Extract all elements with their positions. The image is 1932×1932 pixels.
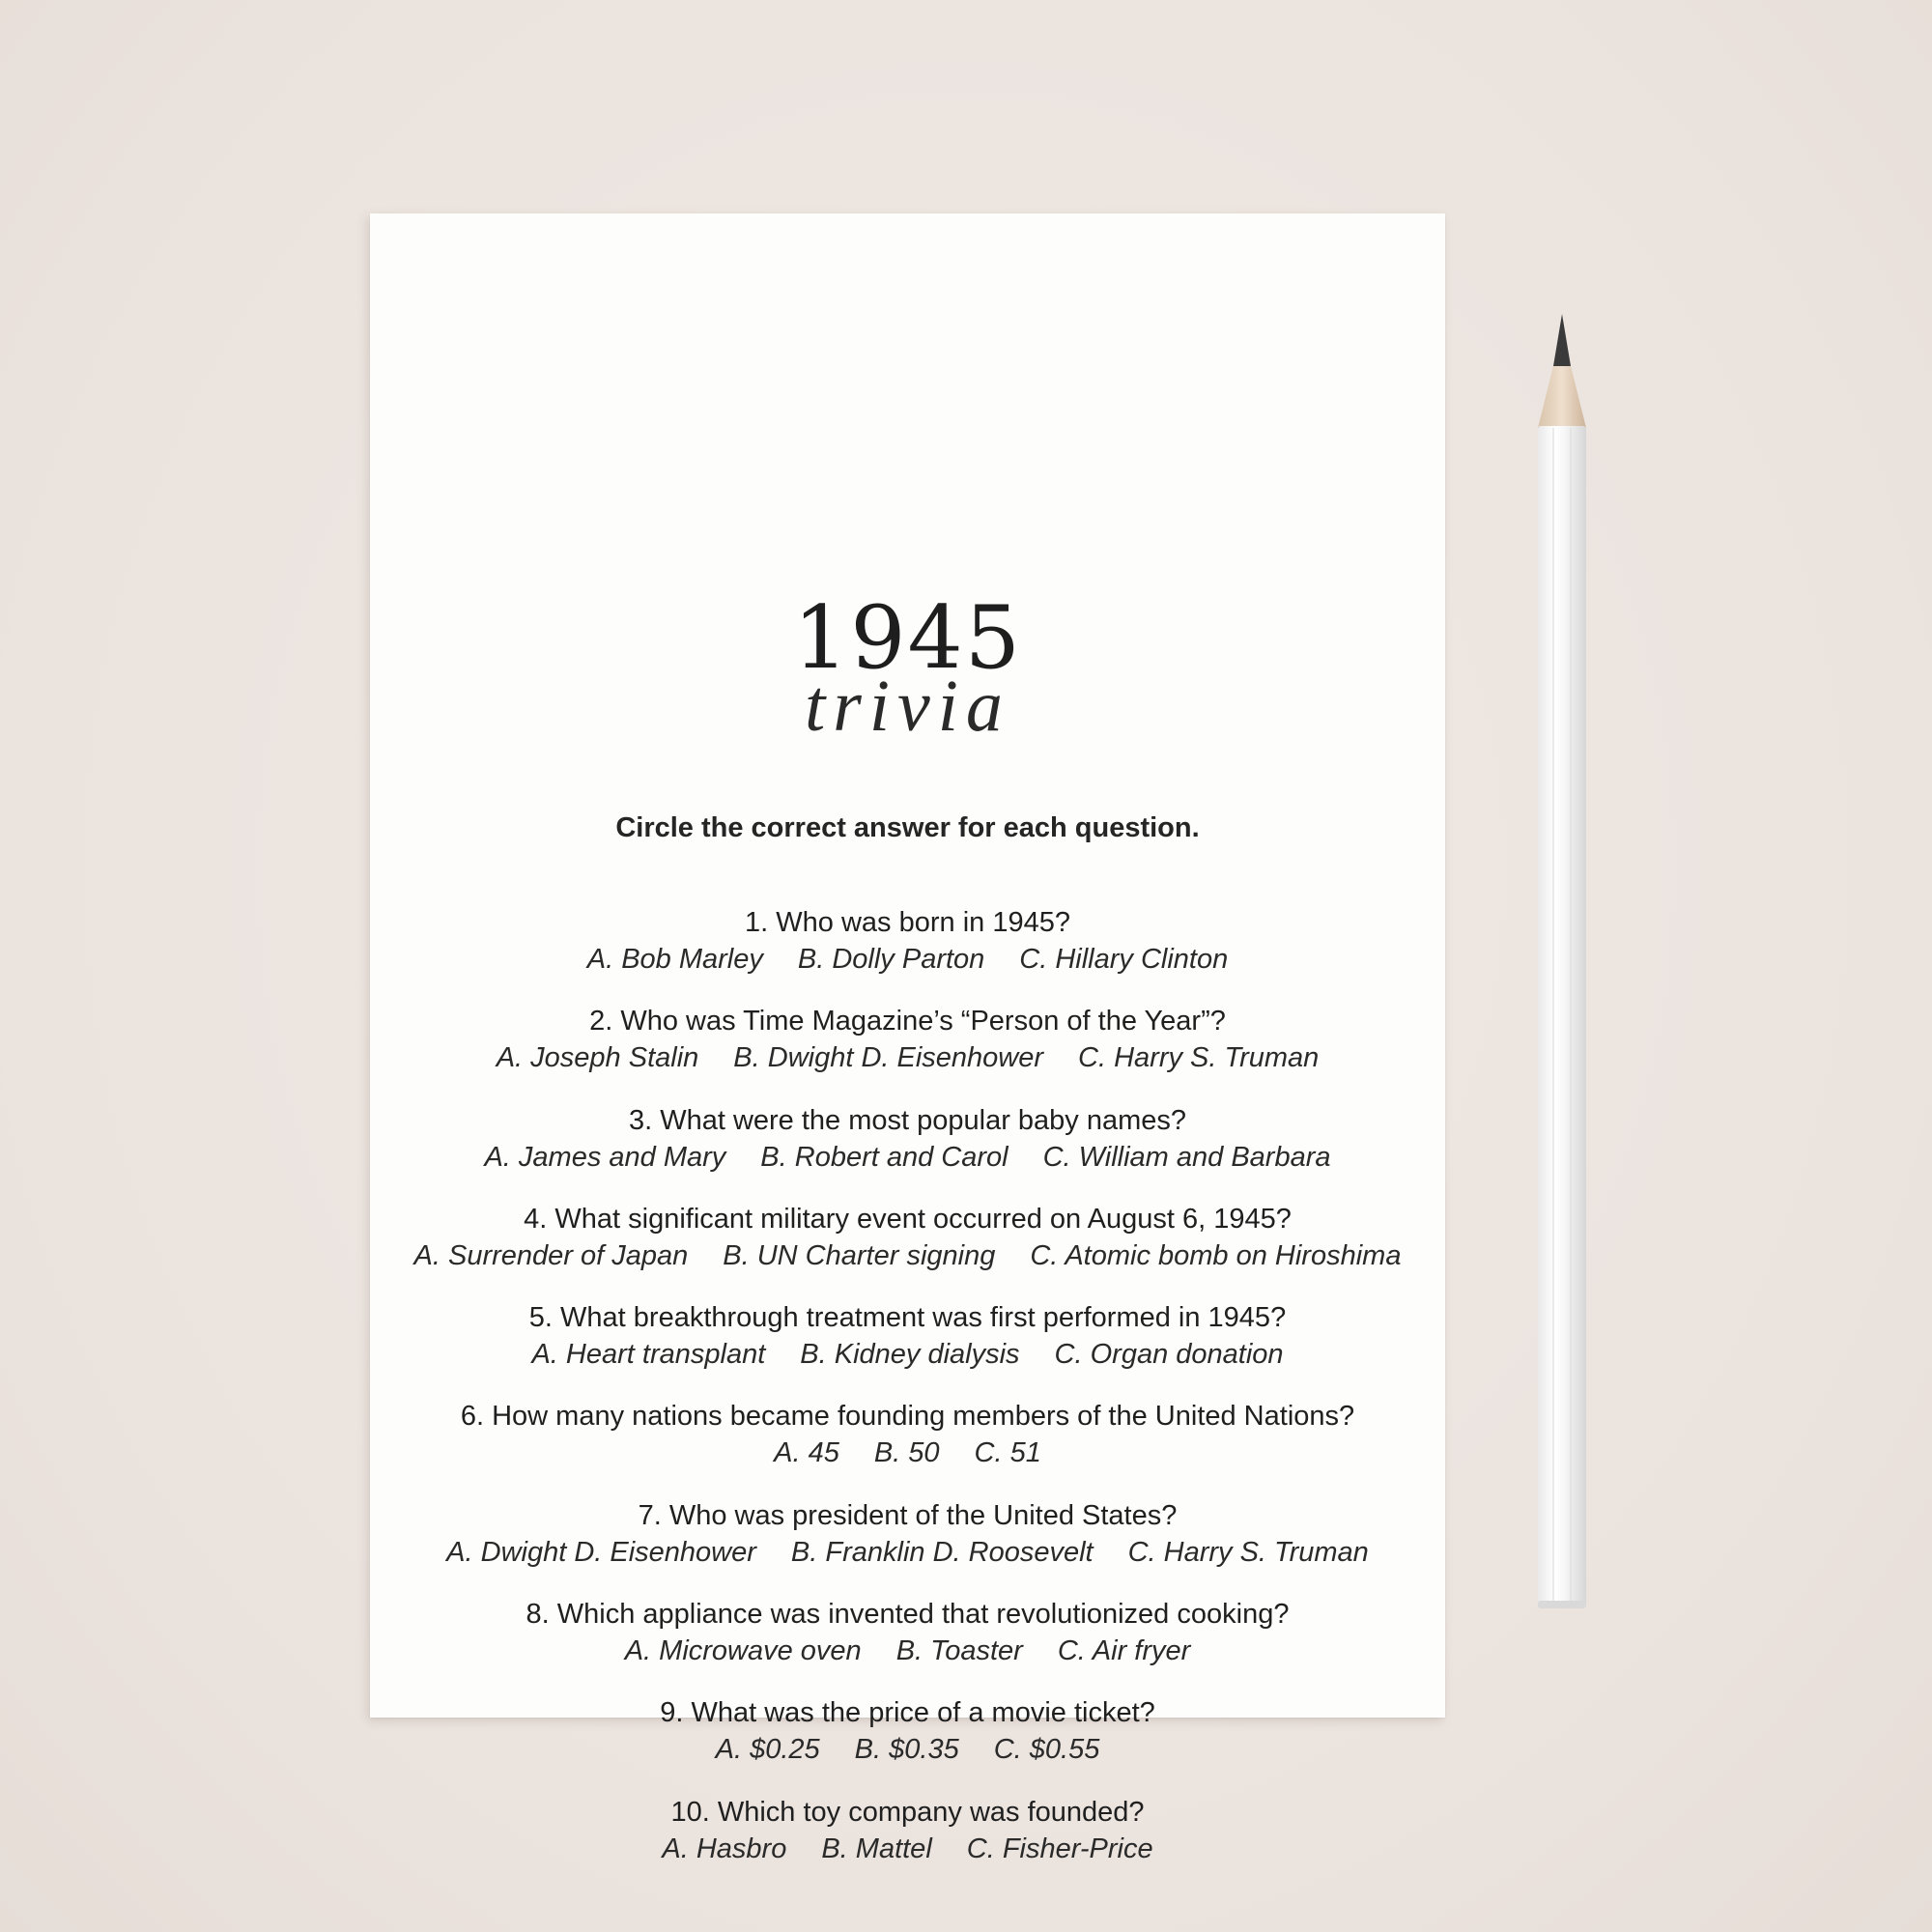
answer-option-b: B. UN Charter signing: [723, 1239, 996, 1271]
answer-option-a: A. James and Mary: [484, 1141, 726, 1173]
question-text: 8. Which appliance was invented that revolutionized cooking?: [526, 1599, 1290, 1631]
question-item: [370, 1003, 1445, 1101]
question-item: [370, 1497, 1445, 1596]
answer-option-b: B. 50: [873, 1437, 940, 1469]
card-script-subtitle: trivia: [805, 666, 1010, 747]
answer-option-a: A. Joseph Stalin: [496, 1042, 699, 1074]
answer-option-c: C. $0.55: [993, 1734, 1100, 1766]
answer-options: [370, 941, 1445, 978]
answer-option-c: C. Organ donation: [1054, 1339, 1284, 1371]
question-item: [370, 1299, 1445, 1398]
answer-options: [370, 1336, 1445, 1373]
question-text: 4. What significant military event occurred on August 6, 1945?: [524, 1203, 1292, 1235]
question-item: [370, 1794, 1445, 1892]
answer-option-c: C. Air fryer: [1057, 1635, 1191, 1667]
answer-options: [370, 1731, 1445, 1768]
trivia-card: [370, 213, 1445, 1864]
answer-option-b: B. Franklin D. Roosevelt: [790, 1536, 1094, 1568]
answer-option-b: B. Mattel: [821, 1833, 932, 1864]
answer-option-c: C. Harry S. Truman: [1078, 1042, 1320, 1074]
card-instructions: Circle the correct answer for each question.: [615, 812, 1200, 843]
answer-options: [370, 1633, 1445, 1669]
question-text: 1. Who was born in 1945?: [745, 907, 1070, 938]
answer-option-c: C. 51: [974, 1437, 1041, 1469]
pencil-icon: [1536, 314, 1588, 1618]
answer-option-a: A. Microwave oven: [624, 1635, 862, 1667]
answer-option-a: A. Dwight D. Eisenhower: [446, 1536, 756, 1568]
question-item: [370, 1596, 1445, 1694]
answer-option-a: A. Surrender of Japan: [413, 1239, 689, 1271]
answer-option-b: B. Kidney dialysis: [800, 1339, 1020, 1371]
answer-options: [370, 1534, 1445, 1571]
answer-option-b: B. Toaster: [895, 1635, 1023, 1667]
answer-option-a: A. $0.25: [715, 1734, 820, 1766]
answer-option-b: B. $0.35: [854, 1734, 959, 1766]
answer-options: [370, 1039, 1445, 1076]
answer-options: [370, 1435, 1445, 1471]
question-text: 10. Which toy company was founded?: [670, 1796, 1145, 1828]
question-item: [370, 1694, 1445, 1793]
answer-option-b: B. Robert and Carol: [760, 1141, 1009, 1173]
answer-options: [370, 1139, 1445, 1176]
answer-option-c: C. Hillary Clinton: [1019, 944, 1229, 975]
question-text: 7. Who was president of the United States?: [638, 1499, 1178, 1531]
answer-option-b: B. Dwight D. Eisenhower: [733, 1042, 1044, 1074]
question-list: [370, 904, 1445, 1892]
question-text: 5. What breakthrough treatment was first performed in 1945?: [528, 1302, 1287, 1334]
answer-option-a: A. 45: [774, 1437, 839, 1469]
question-item: [370, 1201, 1445, 1299]
question-text: 2. Who was Time Magazine’s “Person of the Year”?: [589, 1006, 1226, 1037]
question-item: [370, 1398, 1445, 1496]
question-text: 9. What was the price of a movie ticket?: [660, 1697, 1155, 1729]
answer-option-a: A. Heart transplant: [531, 1339, 766, 1371]
answer-option-a: A. Hasbro: [662, 1833, 787, 1864]
answer-option-a: A. Bob Marley: [586, 944, 763, 975]
answer-option-c: C. Fisher-Price: [966, 1833, 1153, 1864]
answer-option-b: B. Dolly Parton: [797, 944, 985, 975]
answer-option-c: C. William and Barbara: [1042, 1141, 1331, 1173]
answer-options: [370, 1237, 1445, 1274]
answer-options: [370, 1831, 1445, 1867]
question-text: 3. What were the most popular baby names?: [628, 1104, 1187, 1136]
card-year-title: 1945: [792, 587, 1023, 689]
answer-option-c: C. Harry S. Truman: [1127, 1536, 1369, 1568]
question-item: [370, 904, 1445, 1003]
question-text: 6. How many nations became founding members of the United Nations?: [460, 1401, 1355, 1433]
answer-option-c: C. Atomic bomb on Hiroshima: [1030, 1239, 1402, 1271]
question-item: [370, 1102, 1445, 1201]
